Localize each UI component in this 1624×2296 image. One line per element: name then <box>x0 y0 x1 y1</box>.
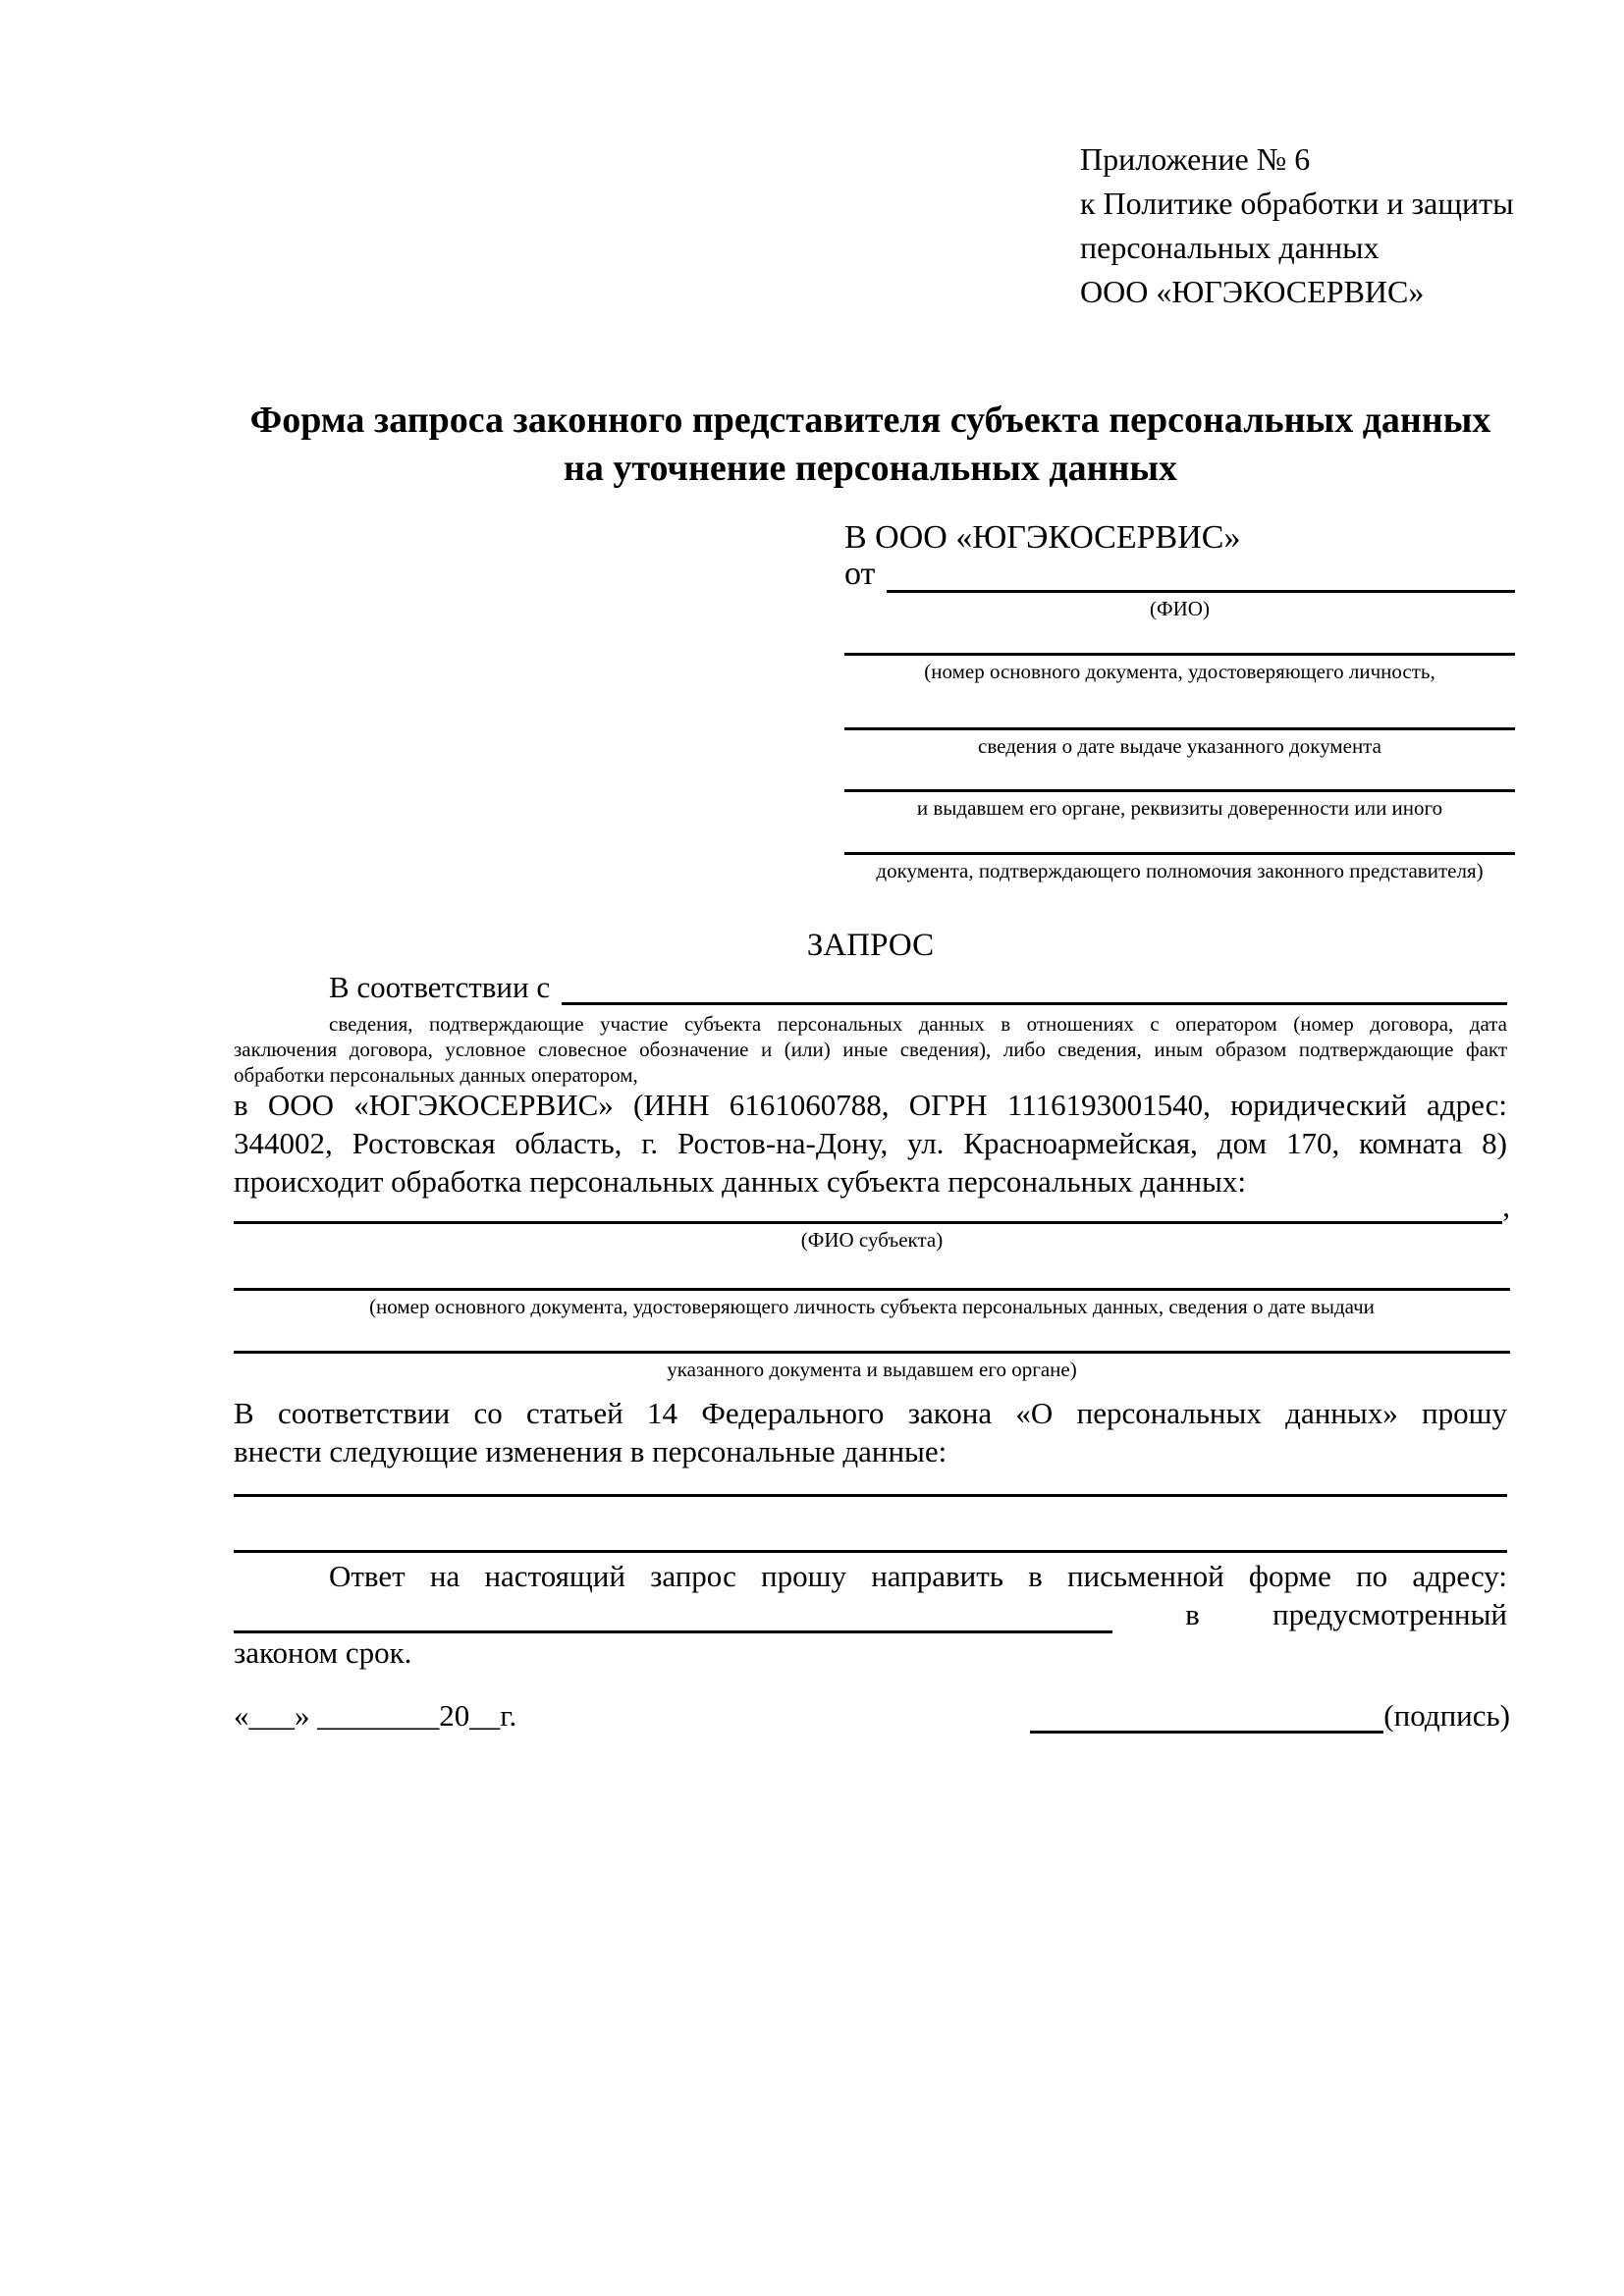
subject-doc-blank-line <box>234 1288 1510 1291</box>
representative-doc-blank-line <box>844 653 1515 656</box>
appendix-note <box>1080 137 1514 314</box>
changes-blank-lines <box>234 1459 1507 1553</box>
basis-footnote <box>234 1011 1507 1088</box>
representative-fio-blank-line <box>887 590 1515 593</box>
comma-after-blank: , <box>1502 1189 1510 1223</box>
representative-doc-caption: и выдавшем его органе, реквизиты доверенности или иного <box>916 796 1443 820</box>
answer-paragraph <box>234 1557 1507 1672</box>
basis-footnote-line: обработки персональных данных оператором, <box>234 1063 638 1087</box>
answer-word: в <box>1185 1597 1200 1631</box>
answer-word: предусмотренный <box>1272 1597 1507 1631</box>
representative-doc-caption: (номер основного документа, удостоверяющего личность, <box>924 660 1435 683</box>
signature-group <box>1030 1698 1510 1734</box>
from-label: от <box>844 556 876 592</box>
fio-caption: (ФИО) <box>1150 597 1210 620</box>
addressee-org: В ООО «ЮГЭКОСЕРВИС» <box>844 519 1241 556</box>
form-title-line1: Форма запроса законного представителя субъекта персональных данных <box>249 400 1491 441</box>
appendix-line: персональных данных <box>1080 230 1380 265</box>
subject-fio-blank-line <box>234 1221 1502 1224</box>
subject-doc-caption: указанного документа и выдавшем его органе) <box>667 1358 1077 1381</box>
appendix-line: к Политике обработки и защиты <box>1080 186 1514 221</box>
operator-paragraph-line: в ООО «ЮГЭКОСЕРВИС» (ИНН 6161060788, ОГРН 1116193001540, юридический адрес: <box>234 1088 1507 1122</box>
representative-doc-blank-line <box>844 852 1515 855</box>
basis-blank-line <box>562 1002 1507 1005</box>
law-paragraph-line: В соответствии со статьей 14 Федерального закона «О персональных данных» прошу <box>234 1396 1507 1430</box>
signature-caption: (подпись) <box>1383 1698 1510 1733</box>
basis-label: В соответствии с <box>329 970 551 1004</box>
form-title-line2: на уточнение персональных данных <box>563 448 1178 489</box>
changes-blank-line <box>234 1494 1507 1497</box>
appendix-line: Приложение № 6 <box>1080 141 1311 177</box>
operator-paragraph <box>234 1086 1507 1201</box>
subject-doc-caption: (номер основного документа, удостоверяющего личность субъекта персональных данных, сведения о дате выдачи <box>369 1295 1375 1318</box>
basis-row <box>234 970 1507 1005</box>
basis-footnote-line: заключения договора, условное словесное обозначение и (или) иные сведения), либо сведения, иным образом подтверждающие факт <box>234 1038 1507 1061</box>
answer-paragraph-line: законом срок. <box>234 1635 412 1670</box>
answer-address-row <box>234 1595 1507 1633</box>
representative-doc-blank-line <box>844 727 1515 730</box>
subject-doc-blank-line <box>234 1351 1510 1354</box>
answer-paragraph-line: Ответ на настоящий запрос прошу направить в письменной форме по адресу: <box>329 1559 1507 1593</box>
from-row <box>844 558 1515 593</box>
date-blank: «___» ________20__г. <box>234 1698 517 1733</box>
representative-doc-caption: документа, подтверждающего полномочия законного представителя) <box>876 859 1484 882</box>
subject-details-block <box>234 1190 1510 1382</box>
subject-fio-caption: (ФИО субъекта) <box>800 1228 944 1252</box>
basis-footnote-line: сведения, подтверждающие участие субъекта персональных данных в отношениях с оператором (номер договора, дата <box>329 1012 1507 1036</box>
representative-doc-blank-line <box>844 789 1515 792</box>
representative-doc-caption: сведения о дате выдаче указанного документа <box>978 734 1381 758</box>
request-heading: ЗАПРОС <box>806 928 935 963</box>
addressee-block <box>844 518 1515 883</box>
law-paragraph-line: внести следующие изменения в персональные данные: <box>234 1434 947 1468</box>
form-title <box>234 397 1507 493</box>
changes-blank-line <box>234 1550 1507 1553</box>
signature-blank-line <box>1030 1731 1383 1734</box>
date-signature-row <box>234 1696 1510 1734</box>
appendix-line: ООО «ЮГЭКОСЕРВИС» <box>1080 274 1425 309</box>
operator-paragraph-line: происходит обработка персональных данных субъекта персональных данных: <box>234 1164 1246 1199</box>
subject-fio-row <box>234 1190 1510 1224</box>
operator-paragraph-line: 344002, Ростовская область, г. Ростов-на-Дону, ул. Красноармейская, дом 170, комната 8) <box>234 1126 1507 1160</box>
